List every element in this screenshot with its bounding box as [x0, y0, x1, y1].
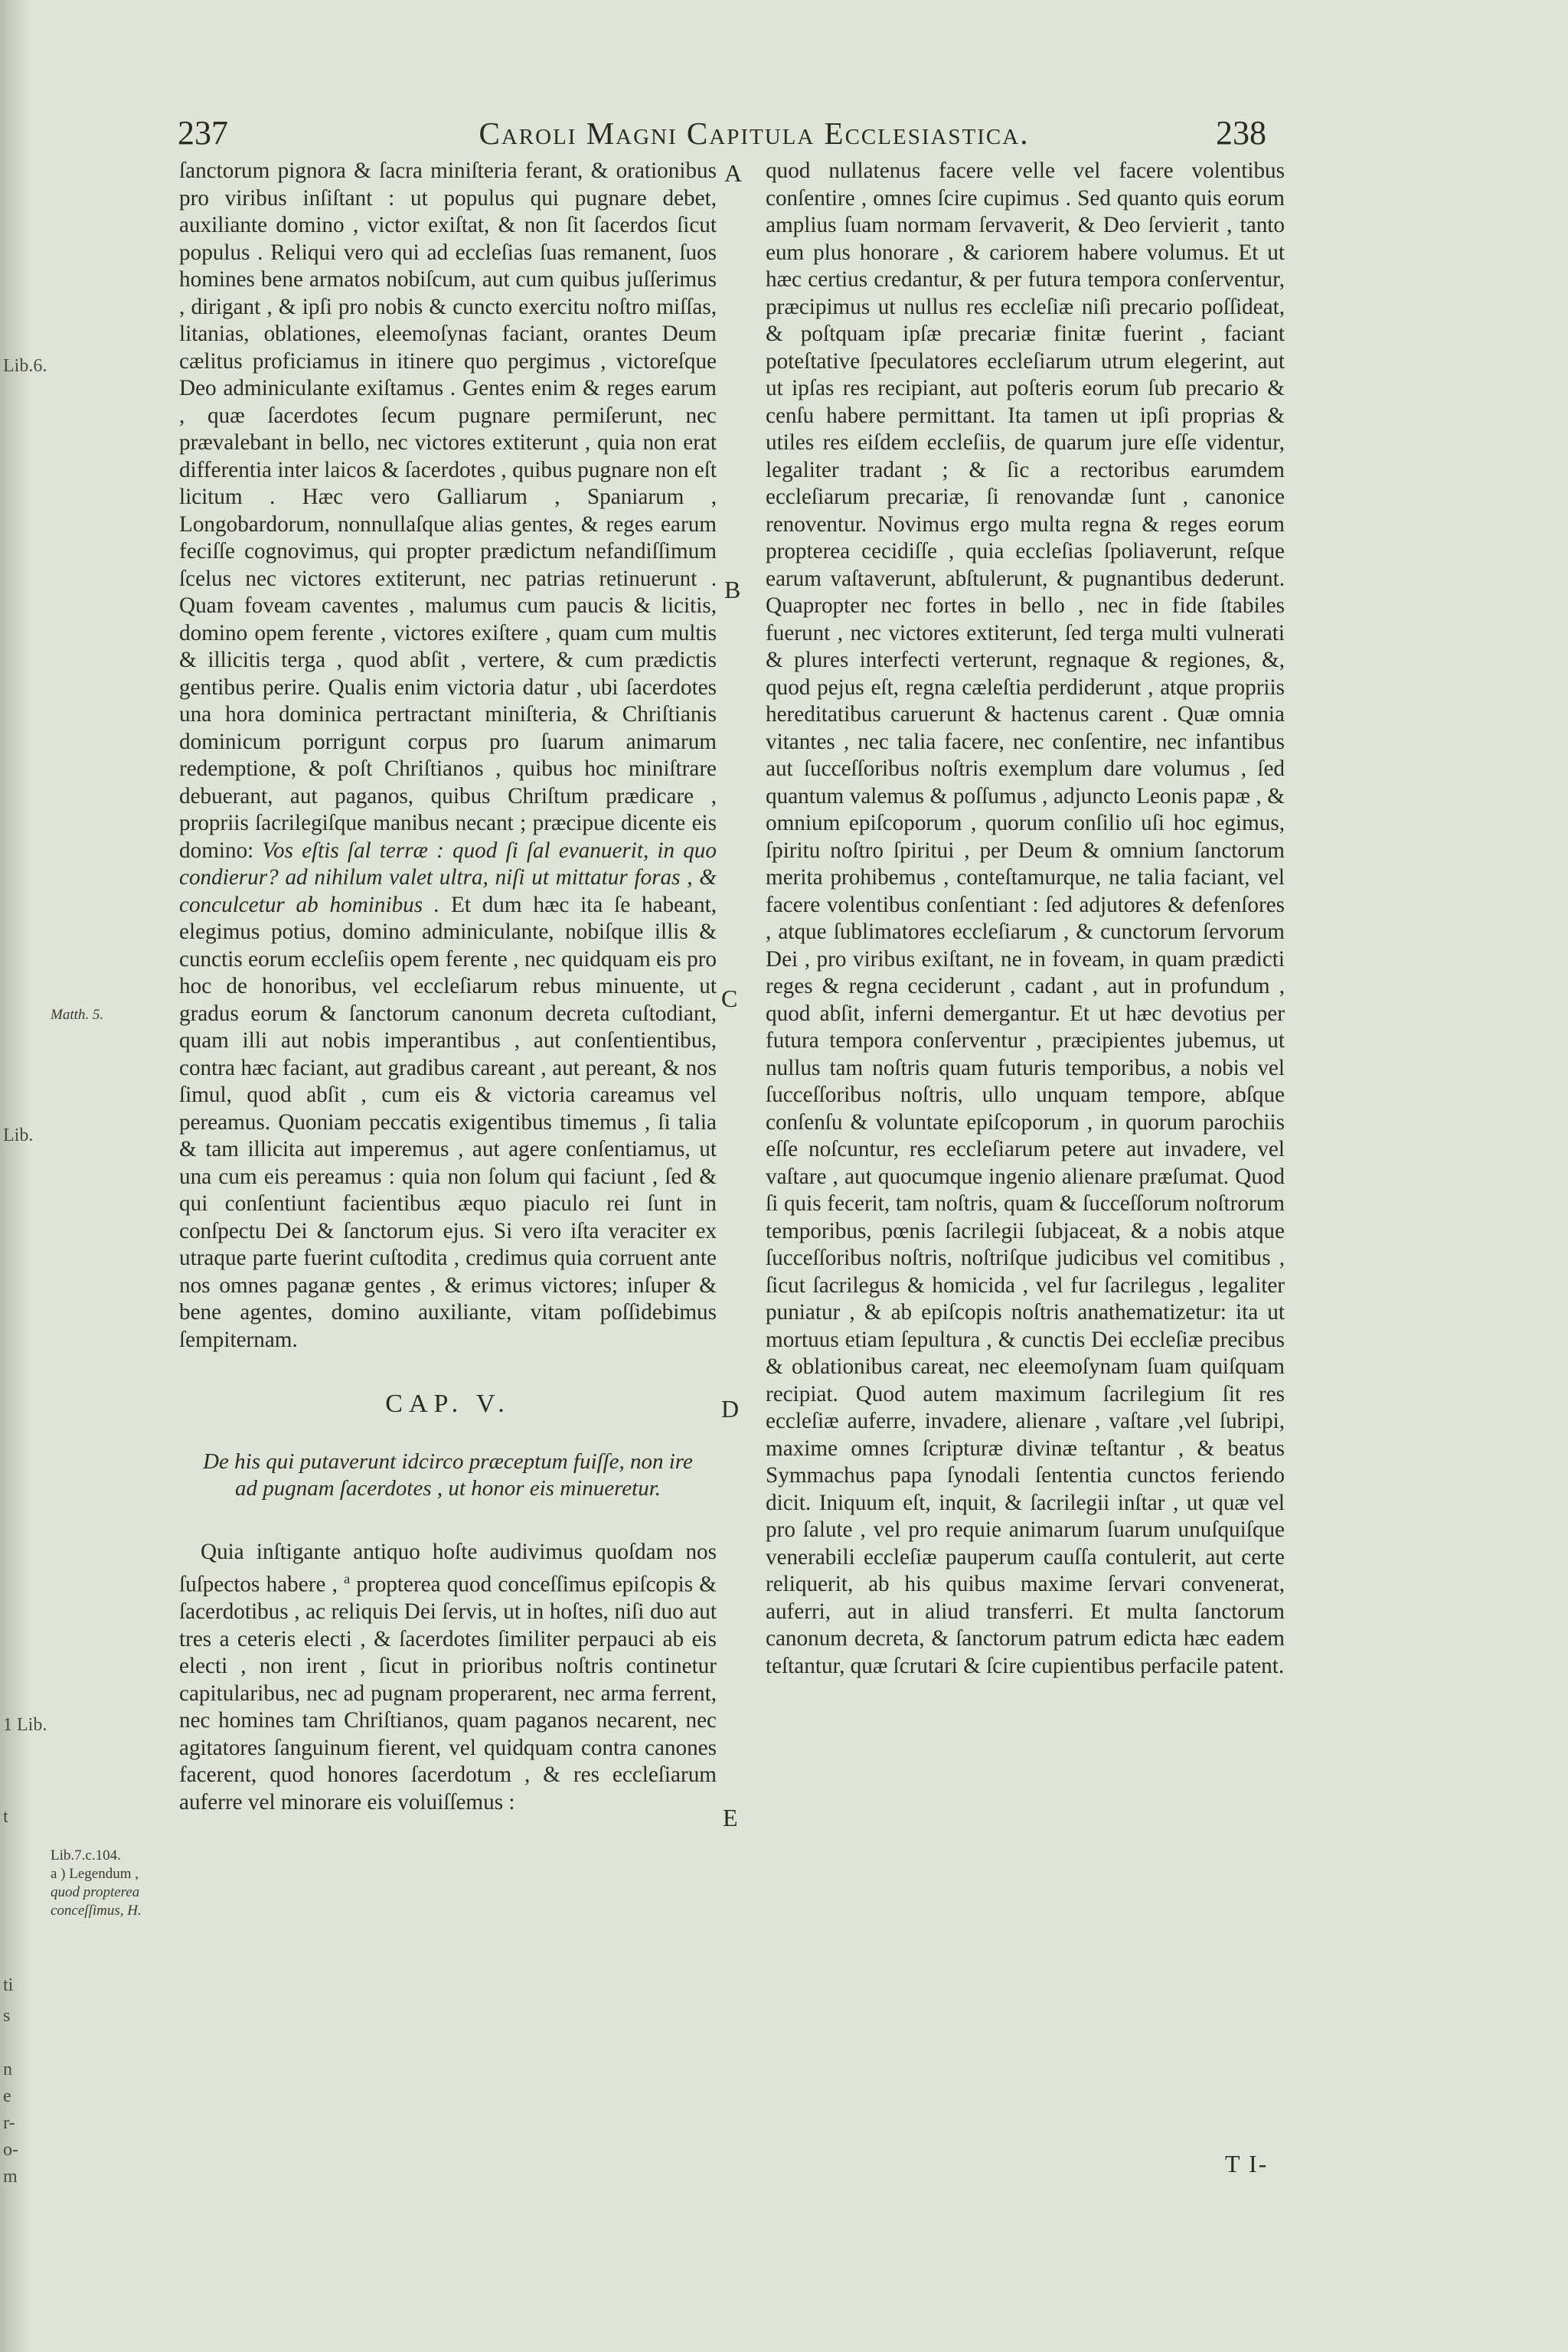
left-column — [179, 158, 717, 1816]
scripture-quote: Vos eſtis ſal terræ : quod ſi ſal evanuerit, in quo condierur? ad nihilum valet ultra, niſi ut mittatur foras , & conculcetur ab hominibus . — [179, 838, 717, 917]
chapter-title: CAP. V. — [385, 1390, 511, 1418]
margin-note-matth: Matth. 5. — [51, 1007, 104, 1023]
running-title: Caroli Magni Capitula Ecclesiastica. — [479, 116, 1030, 151]
edge-fragment: e — [3, 2086, 11, 2106]
margin-note-lib: Lib.7.c.104. a ) Legendum , quod propterea conceſſimus, H. — [51, 1847, 142, 1919]
section-letter-c: C — [721, 985, 738, 1012]
edge-fragment: n — [3, 2060, 12, 2079]
edge-fragment: Lib. — [3, 1125, 34, 1145]
gutter-shadow — [0, 0, 34, 2352]
left-paragraph-2: Quia inſtigante antiquo hoſte audivimus quoſdam nos ſuſpectos habere , $^a$ propterea quod conceſſimus epiſcopis & ſacerdotibus , ac reliquis Dei ſervis, ut in hoſtes, niſi duo aut tres a ceteris electi , & ſacerdotes ſimiliter perpauci ab eis electi , non irent , ſicut in prioribus noſtris continetur capitularibus, nec ad pugnam properarent, nec arma ferrent, nec homines tam Chriſtianos, quam paganos necarent, nec agitatores ſanguinum fierent, vel quidquam contra canones facerent, quod honores ſacerdotum , & res eccleſiarum auferre vel minorare eis voluiſſemus : — [179, 1539, 717, 1815]
section-letter-e: E — [723, 1804, 738, 1831]
left-paragraph-1: ſanctorum pignora & ſacra miniſteria ferant, & orationibus pro viribus inſiſtant : ut populus qui pugnare debet, auxiliante domino , victor exiſtat, & non ſit ſacerdos ſicut populus . Reliqui vero qui ad eccleſias ſuas remanent, ſuos homines bene armatos nobiſcum, aut cum quibus juſſerimus , dirigant , & ipſi pro nobis & cuncto exercitu noſtro miſſas, litanias, oblationes, eleemoſynas faciant, orantes Deum cælitus proficiamus in itinere quo pergimus , victoreſque Deo adminiculante exiſtamus . Gentes enim & reges earum , quæ ſacerdotes ſecum pugnare permiſerunt, nec prævalebant in bello, nec victores extiterunt , quia non erat differentia inter laicos & ſacerdotes , quibus pugnare non eſt licitum . Hæc vero Galliarum , Spaniarum , Longobardorum, nonnullaſque alias gentes, & reges earum feciſſe cognovimus, qui propter prædictum nefandiſſimum ſcelus nec victores extiterunt, nec patrias retinuerunt . Quam foveam caventes , malumus cum paucis & licitis, domino opem ferente , victores exiſtere , quam cum multis & illicitis terga , quod abſit , vertere, & cum prædictis gentibus perire. Qualis enim victoria datur , ubi ſacerdotes una hora dominica pertractant miniſteria, & Chriſtianis dominicum porrigunt corpus pro ſuarum animarum redemptione, & poſt Chriſtianos , quibus hoc miniſtrare debuerant, aut paganos, quibus Chriſtum prædicare , propriis ſacrilegiſque manibus necant ; præcipue dicente eis domino: Vos eſtis ſal terræ : quod ſi ſal evanuerit, in quo condierur? ad nihilum valet ultra, niſi ut mittatur foras , & conculcetur ab hominibus . Et dum hæc ita ſe habeant, elegimus potius, domino adminiculante, nobiſque illis & cunctis eorum eccleſiis opem ferente , nec quidquam eis pro hoc de honoribus, vel eccleſiarum rebus minuente, ut gradus eorum & ſanctorum canonum decreta cuſtodiant, quam illi aut nobis imperantibus , aut conſentientibus, contra hæc faciant, aut gradibus careant , aut pereant, & nos ſimul, quod abſit , cum eis & victoria careamus vel pereamus. Quoniam peccatis exigentibus timemus , ſi talia & tam illicita aut imperemus , aut agere conſentiamus, ut una cum eis pereamus : quia non ſolum qui faciunt , ſed & qui conſentiunt facientibus æquo piaculo rei ſunt in conſpectu Dei & ſanctorum ejus. Si vero iſta veraciter ex utraque parte fuerint cuſtodita , credimus quia corruent ante nos omnes paganæ gentes , & erimus victores; inſuper & bene agentes, domino auxiliante, vitam poſſidebimus ſempiternam. — [179, 158, 717, 1352]
section-letter-a: A — [724, 159, 743, 187]
edge-fragment: m — [3, 2167, 18, 2187]
edge-fragment: r- — [3, 2113, 15, 2133]
section-letter-b: B — [724, 576, 741, 603]
edge-fragment: o- — [3, 2140, 18, 2160]
section-letter-d: D — [721, 1395, 740, 1423]
edge-fragment: t — [3, 1807, 8, 1827]
catchword: T I- — [1225, 2150, 1269, 2177]
right-page-number: 238 — [1216, 114, 1266, 152]
edge-fragment: s — [3, 2006, 11, 2026]
page-header — [0, 113, 1568, 159]
right-paragraph: quod nullatenus facere velle vel facere volentibus conſentire , omnes ſcire cupimus . Sed quanto quis eorum amplius ſuam normam ſervaverit, & Deo ſervierit , tanto eum plus honorare , & cariorem habere volumus. Et ut hæc certius credantur, & per futura tempora conſerventur, præcipimus ut nullus res eccleſiæ niſi precario poſſideat, & poſtquam ipſæ precariæ finitæ fuerint , faciant poteſtative ſpeculatores eccleſiarum utrum elegerint, aut ut ipſas res recipiant, aut poſteris eorum ſub precario & cenſu habere permittant. Ita tamen ut ipſi proprias & utiles res eiſdem eccleſiis, de quarum jure eſſe videntur, legaliter tradant ; & ſic a rectoribus earumdem eccleſiarum precariæ, ſi renovandæ ſunt , canonice renoventur. Novimus ergo multa regna & reges eorum propterea cecidiſſe , quia eccleſias ſpoliaverunt, reſque earum vaſtaverunt, abſtulerunt, & pugnantibus dederunt. Quapropter nec fortes in bello , nec in fide ſtabiles fuerunt , nec victores extiterunt, ſed terga multi vulnerati & plures interfecti verterunt, regnaque & regiones, &, quod pejus eſt, regna cæleſtia perdiderunt , atque propriis hereditatibus caruerunt & hactenus carent . Quæ omnia vitantes , nec talia facere, nec conſentire, nec infantibus aut ſucceſſoribus noſtris exemplum dare volumus , ſed quantum valemus & poſſumus , adjuncto Leonis papæ , & omnium epiſcoporum , quorum conſilio uſi hoc egimus, ſpiritu noſtro ſpiritui , per Deum & omnium ſanctorum merita prohibemus , conteſtamurque, ne talia faciant, vel facere volentibus conſentiant : ſed adjutores & defenſores , atque ſublimatores eccleſiarum , & cunctorum ſervorum Dei , pro viribus exiſtant, ne in foveam, in quam prædicti reges & regna ceciderunt , cadant , aut in profundum , quod abſit, inferni demergantur. Et ut hæc devotius per futura tempora conſerventur , præcipientes jubemus, ut nullus tam noſtris quam futuris temporibus, a nobis vel ſucceſſoribus noſtris, ullo unquam tempore, abſque conſenſu & voluntate epiſcoporum , in quorum parochiis eſſe noſcuntur, res eccleſiarum petere aut invadere, vel vaſtare , aut quocumque ingenio alienare præſumat. Quod ſi quis fecerit, tam noſtris, quam & ſucceſſorum noſtrorum temporibus, pœnis ſacrilegii ſubjaceat, & a nobis atque ſucceſſoribus noſtris, noſtriſque judicibus vel comitibus , ſicut ſacrilegus & homicida , vel fur ſacrilegus , legaliter puniatur , & ab epiſcopis noſtris anathematizetur: ita ut mortuus etiam ſepultura , & cunctis Dei eccleſiæ precibus & oblationibus careat, nec eleemoſynam ſuam quiſquam recipiat. Quod autem maximum ſacrilegium ſit res eccleſiæ auferre, invadere, alienare , vaſtare ,vel ſubripi, maxime omnes ſcripturæ divinæ teſtantur , & beatus Symmachus papa ſynodali ſententia cunctos feriendo dicit. Iniquum eſt, inquit, & ſacrilegii inſtar , ut quæ vel pro ſalute , vel pro requie animarum ſuarum unuſquiſque venerabili eccleſiæ pauperum cauſſa contulerit, aut certe reliquerit, ab his quibus maxime ſervari convenerat, auferri, aut in aliud transferri. Et multa ſanctorum canonum decreta, & ſanctorum patrum edicta hæc eadem teſtantur, quæ ſcrutari & ſcire cupientibus perfacile patent. — [766, 158, 1285, 1678]
right-column — [766, 158, 1285, 1680]
edge-fragment: Lib.6. — [3, 356, 47, 376]
edge-fragment: 1 Lib. — [3, 1715, 47, 1735]
chapter-subtitle: De his qui putaverunt idcirco præceptum fuiſſe, non ire ad pugnam ſacerdotes , ut honor eis minueretur. — [203, 1449, 693, 1501]
left-page-number: 237 — [178, 114, 228, 152]
edge-fragment: ti — [3, 1975, 14, 1995]
footnote-marker: a — [344, 1571, 351, 1586]
